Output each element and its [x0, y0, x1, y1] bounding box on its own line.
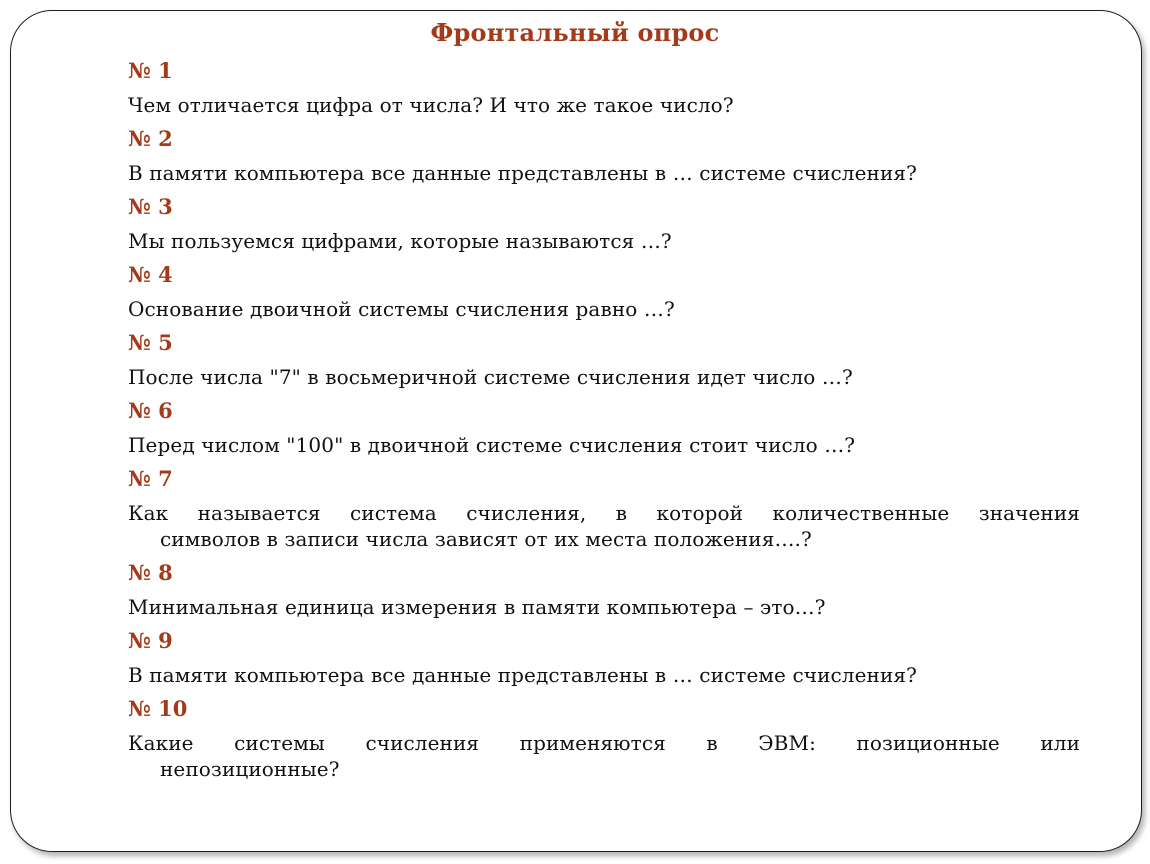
question-text: После числа "7" в восьмеричной системе счисления идет число …?: [128, 365, 853, 389]
question-text: Перед числом "100" в двоичной системе счисления стоит число …?: [128, 433, 856, 457]
question-text: [128, 726, 1080, 786]
question-text-line1: Какие системы счисления применяются в ЭВМ: позиционные или: [128, 731, 1080, 755]
question-text-line2: символов в записи числа зависят от их места положения….?: [160, 527, 812, 551]
question-text: В памяти компьютера все данные представлены в … системе счисления?: [128, 161, 917, 185]
question-text: [128, 496, 1080, 556]
question-text: Основание двоичной системы счисления равно …?: [128, 297, 675, 321]
slide-title: Фронтальный опрос: [430, 18, 720, 47]
question-text: Мы пользуемся цифрами, которые называются …?: [128, 229, 672, 253]
question-text: Чем отличается цифра от числа? И что же такое число?: [128, 93, 734, 117]
question-number: № 5: [128, 330, 173, 355]
question-text: Минимальная единица измерения в памяти компьютера – это…?: [128, 595, 826, 619]
question-number: № 6: [128, 398, 173, 423]
question-text-line1: Как называется система счисления, в которой количественные значения: [128, 501, 1080, 525]
question-number: № 9: [128, 628, 173, 653]
question-number: № 4: [128, 262, 173, 287]
question-list: [128, 54, 1080, 786]
question-number: № 10: [128, 696, 188, 721]
question-number: № 7: [128, 466, 173, 491]
question-number: № 1: [128, 58, 173, 83]
question-number: № 2: [128, 126, 173, 151]
question-text: В памяти компьютера все данные представлены в … системе счисления?: [128, 663, 917, 687]
question-number: № 8: [128, 560, 173, 585]
question-number: № 3: [128, 194, 173, 219]
question-text-line2: непозиционные?: [160, 757, 340, 781]
